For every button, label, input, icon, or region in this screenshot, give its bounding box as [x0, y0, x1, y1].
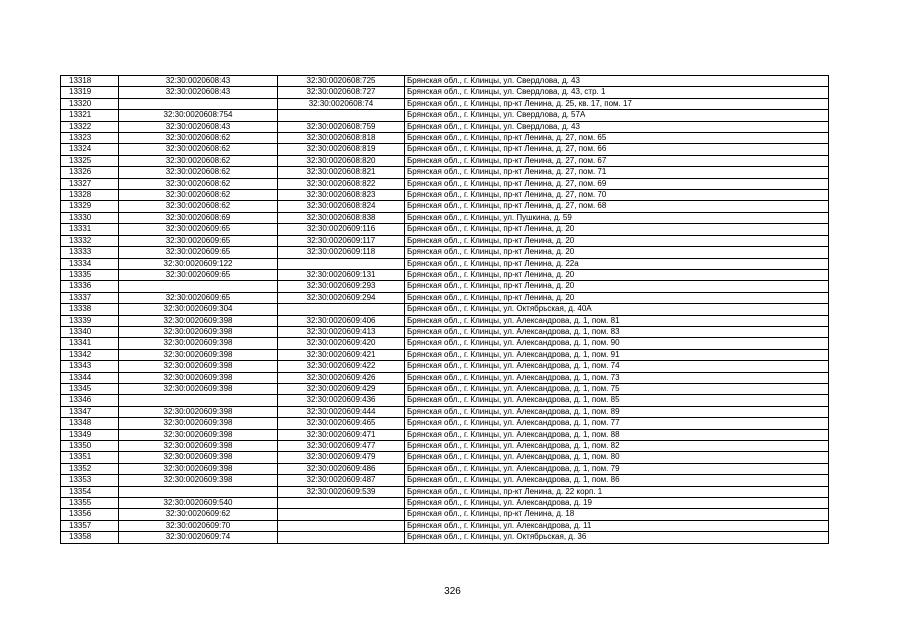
parcel-cadastral-cell: 32:30:0020608:62 [119, 167, 278, 178]
parcel-cadastral-cell: 32:30:0020609:398 [119, 475, 278, 486]
row-number-cell: 13349 [61, 429, 119, 440]
address-cell: Брянская обл., г. Клинцы, ул. Александрова, д. 19 [405, 498, 829, 509]
address-cell: Брянская обл., г. Клинцы, ул. Александрова, д. 1, пом. 81 [405, 315, 829, 326]
parcel-cadastral-cell: 32:30:0020609:398 [119, 429, 278, 440]
table-row [61, 429, 829, 440]
address-cell: Брянская обл., г. Клинцы, ул. Александрова, д. 11 [405, 520, 829, 531]
address-cell: Брянская обл., г. Клинцы, ул. Александрова, д. 1, пом. 74 [405, 361, 829, 372]
address-cell: Брянская обл., г. Клинцы, пр-кт Ленина, д. 20 [405, 269, 829, 280]
address-cell: Брянская обл., г. Клинцы, пр-кт Ленина, д. 22а [405, 258, 829, 269]
address-cell: Брянская обл., г. Клинцы, ул. Александрова, д. 1, пом. 86 [405, 475, 829, 486]
object-cadastral-cell: 32:30:0020608:74 [278, 98, 405, 109]
registry-table-body [61, 76, 829, 544]
parcel-cadastral-cell: 32:30:0020609:65 [119, 235, 278, 246]
row-number-cell: 13352 [61, 463, 119, 474]
row-number-cell: 13325 [61, 155, 119, 166]
parcel-cadastral-cell: 32:30:0020608:62 [119, 133, 278, 144]
table-row [61, 178, 829, 189]
address-cell: Брянская обл., г. Клинцы, ул. Александрова, д. 1, пом. 80 [405, 452, 829, 463]
table-row [61, 349, 829, 360]
object-cadastral-cell: 32:30:0020609:421 [278, 349, 405, 360]
parcel-cadastral-cell: 32:30:0020609:398 [119, 315, 278, 326]
address-cell: Брянская обл., г. Клинцы, ул. Александрова, д. 1, пом. 77 [405, 418, 829, 429]
object-cadastral-cell: 32:30:0020609:444 [278, 406, 405, 417]
row-number-cell: 13318 [61, 76, 119, 87]
row-number-cell: 13339 [61, 315, 119, 326]
object-cadastral-cell: 32:30:0020608:819 [278, 144, 405, 155]
address-cell: Брянская обл., г. Клинцы, ул. Александрова, д. 1, пом. 73 [405, 372, 829, 383]
row-number-cell: 13356 [61, 509, 119, 520]
row-number-cell: 13338 [61, 304, 119, 315]
parcel-cadastral-cell: 32:30:0020609:398 [119, 463, 278, 474]
table-row [61, 281, 829, 292]
object-cadastral-cell: 32:30:0020609:420 [278, 338, 405, 349]
object-cadastral-cell: 32:30:0020608:838 [278, 212, 405, 223]
parcel-cadastral-cell: 32:30:0020609:398 [119, 452, 278, 463]
object-cadastral-cell: 32:30:0020609:487 [278, 475, 405, 486]
row-number-cell: 13337 [61, 292, 119, 303]
row-number-cell: 13336 [61, 281, 119, 292]
table-row [61, 520, 829, 531]
object-cadastral-cell: 32:30:0020609:539 [278, 486, 405, 497]
address-cell: Брянская обл., г. Клинцы, ул. Александрова, д. 1, пом. 85 [405, 395, 829, 406]
row-number-cell: 13354 [61, 486, 119, 497]
object-cadastral-cell: 32:30:0020609:293 [278, 281, 405, 292]
table-row [61, 498, 829, 509]
table-row [61, 98, 829, 109]
table-row [61, 304, 829, 315]
table-row [61, 383, 829, 394]
address-cell: Брянская обл., г. Клинцы, пр-кт Ленина, д. 27, пом. 66 [405, 144, 829, 155]
parcel-cadastral-cell: 32:30:0020609:398 [119, 372, 278, 383]
parcel-cadastral-cell: 32:30:0020608:62 [119, 144, 278, 155]
row-number-cell: 13329 [61, 201, 119, 212]
parcel-cadastral-cell: 32:30:0020609:398 [119, 361, 278, 372]
address-cell: Брянская обл., г. Клинцы, ул. Октябрьская, д. 36 [405, 532, 829, 543]
address-cell: Брянская обл., г. Клинцы, ул. Пушкина, д. 59 [405, 212, 829, 223]
table-row [61, 315, 829, 326]
address-cell: Брянская обл., г. Клинцы, ул. Александрова, д. 1, пом. 82 [405, 441, 829, 452]
parcel-cadastral-cell: 32:30:0020608:62 [119, 190, 278, 201]
table-row [61, 395, 829, 406]
address-cell: Брянская обл., г. Клинцы, пр-кт Ленина, д. 22 корп. 1 [405, 486, 829, 497]
table-row [61, 110, 829, 121]
parcel-cadastral-cell: 32:30:0020609:398 [119, 406, 278, 417]
parcel-cadastral-cell: 32:30:0020609:65 [119, 224, 278, 235]
table-row [61, 475, 829, 486]
address-cell: Брянская обл., г. Клинцы, пр-кт Ленина, д. 25, кв. 17, пом. 17 [405, 98, 829, 109]
address-cell: Брянская обл., г. Клинцы, ул. Александрова, д. 1, пом. 75 [405, 383, 829, 394]
parcel-cadastral-cell: 32:30:0020609:398 [119, 349, 278, 360]
row-number-cell: 13351 [61, 452, 119, 463]
object-cadastral-cell: 32:30:0020609:436 [278, 395, 405, 406]
row-number-cell: 13324 [61, 144, 119, 155]
parcel-cadastral-cell: 32:30:0020608:62 [119, 155, 278, 166]
row-number-cell: 13333 [61, 247, 119, 258]
parcel-cadastral-cell: 32:30:0020608:62 [119, 201, 278, 212]
object-cadastral-cell: 32:30:0020609:471 [278, 429, 405, 440]
address-cell: Брянская обл., г. Клинцы, пр-кт Ленина, д. 20 [405, 292, 829, 303]
table-row [61, 121, 829, 132]
object-cadastral-cell: 32:30:0020609:413 [278, 326, 405, 337]
row-number-cell: 13345 [61, 383, 119, 394]
parcel-cadastral-cell: 32:30:0020608:43 [119, 87, 278, 98]
parcel-cadastral-cell: 32:30:0020608:43 [119, 121, 278, 132]
row-number-cell: 13342 [61, 349, 119, 360]
address-cell: Брянская обл., г. Клинцы, пр-кт Ленина, д. 20 [405, 235, 829, 246]
table-row [61, 133, 829, 144]
address-cell: Брянская обл., г. Клинцы, ул. Свердлова, д. 43, стр. 1 [405, 87, 829, 98]
object-cadastral-cell: 32:30:0020609:477 [278, 441, 405, 452]
parcel-cadastral-cell: 32:30:0020609:398 [119, 418, 278, 429]
table-row [61, 235, 829, 246]
object-cadastral-cell: 32:30:0020608:818 [278, 133, 405, 144]
object-cadastral-cell [278, 509, 405, 520]
parcel-cadastral-cell: 32:30:0020609:65 [119, 269, 278, 280]
object-cadastral-cell: 32:30:0020609:131 [278, 269, 405, 280]
parcel-cadastral-cell: 32:30:0020609:398 [119, 326, 278, 337]
object-cadastral-cell [278, 498, 405, 509]
table-row [61, 76, 829, 87]
parcel-cadastral-cell: 32:30:0020609:65 [119, 247, 278, 258]
row-number-cell: 13343 [61, 361, 119, 372]
address-cell: Брянская обл., г. Клинцы, ул. Александрова, д. 1, пом. 83 [405, 326, 829, 337]
table-row [61, 212, 829, 223]
object-cadastral-cell: 32:30:0020608:727 [278, 87, 405, 98]
object-cadastral-cell: 32:30:0020609:118 [278, 247, 405, 258]
table-row [61, 441, 829, 452]
row-number-cell: 13347 [61, 406, 119, 417]
object-cadastral-cell: 32:30:0020609:422 [278, 361, 405, 372]
object-cadastral-cell: 32:30:0020609:117 [278, 235, 405, 246]
row-number-cell: 13346 [61, 395, 119, 406]
row-number-cell: 13334 [61, 258, 119, 269]
parcel-cadastral-cell: 32:30:0020609:398 [119, 338, 278, 349]
row-number-cell: 13328 [61, 190, 119, 201]
table-row [61, 247, 829, 258]
row-number-cell: 13321 [61, 110, 119, 121]
object-cadastral-cell: 32:30:0020609:406 [278, 315, 405, 326]
parcel-cadastral-cell: 32:30:0020609:398 [119, 383, 278, 394]
parcel-cadastral-cell: 32:30:0020609:65 [119, 292, 278, 303]
address-cell: Брянская обл., г. Клинцы, ул. Свердлова, д. 43 [405, 121, 829, 132]
object-cadastral-cell: 32:30:0020608:820 [278, 155, 405, 166]
row-number-cell: 13341 [61, 338, 119, 349]
address-cell: Брянская обл., г. Клинцы, пр-кт Ленина, д. 18 [405, 509, 829, 520]
object-cadastral-cell [278, 532, 405, 543]
object-cadastral-cell: 32:30:0020608:725 [278, 76, 405, 87]
object-cadastral-cell [278, 304, 405, 315]
address-cell: Брянская обл., г. Клинцы, ул. Октябрьская, д. 40А [405, 304, 829, 315]
object-cadastral-cell: 32:30:0020609:429 [278, 383, 405, 394]
address-cell: Брянская обл., г. Клинцы, ул. Александрова, д. 1, пом. 90 [405, 338, 829, 349]
address-cell: Брянская обл., г. Клинцы, пр-кт Ленина, д. 27, пом. 71 [405, 167, 829, 178]
row-number-cell: 13344 [61, 372, 119, 383]
address-cell: Брянская обл., г. Клинцы, пр-кт Ленина, д. 27, пом. 65 [405, 133, 829, 144]
row-number-cell: 13331 [61, 224, 119, 235]
row-number-cell: 13348 [61, 418, 119, 429]
parcel-cadastral-cell [119, 395, 278, 406]
address-cell: Брянская обл., г. Клинцы, ул. Александрова, д. 1, пом. 88 [405, 429, 829, 440]
object-cadastral-cell: 32:30:0020609:116 [278, 224, 405, 235]
table-row [61, 87, 829, 98]
address-cell: Брянская обл., г. Клинцы, пр-кт Ленина, д. 27, пом. 68 [405, 201, 829, 212]
address-cell: Брянская обл., г. Клинцы, пр-кт Ленина, д. 27, пом. 70 [405, 190, 829, 201]
address-cell: Брянская обл., г. Клинцы, пр-кт Ленина, д. 20 [405, 281, 829, 292]
address-cell: Брянская обл., г. Клинцы, ул. Александрова, д. 1, пом. 91 [405, 349, 829, 360]
row-number-cell: 13332 [61, 235, 119, 246]
parcel-cadastral-cell: 32:30:0020609:122 [119, 258, 278, 269]
table-row [61, 486, 829, 497]
parcel-cadastral-cell: 32:30:0020609:70 [119, 520, 278, 531]
table-row [61, 326, 829, 337]
table-row [61, 224, 829, 235]
table-row [61, 406, 829, 417]
table-row [61, 372, 829, 383]
row-number-cell: 13327 [61, 178, 119, 189]
row-number-cell: 13350 [61, 441, 119, 452]
parcel-cadastral-cell [119, 98, 278, 109]
table-row [61, 338, 829, 349]
object-cadastral-cell [278, 258, 405, 269]
object-cadastral-cell: 32:30:0020608:823 [278, 190, 405, 201]
address-cell: Брянская обл., г. Клинцы, ул. Свердлова, д. 43 [405, 76, 829, 87]
object-cadastral-cell: 32:30:0020608:824 [278, 201, 405, 212]
object-cadastral-cell: 32:30:0020608:759 [278, 121, 405, 132]
row-number-cell: 13319 [61, 87, 119, 98]
object-cadastral-cell [278, 520, 405, 531]
object-cadastral-cell: 32:30:0020608:822 [278, 178, 405, 189]
parcel-cadastral-cell: 32:30:0020609:74 [119, 532, 278, 543]
parcel-cadastral-cell: 32:30:0020608:62 [119, 178, 278, 189]
row-number-cell: 13322 [61, 121, 119, 132]
table-row [61, 509, 829, 520]
object-cadastral-cell: 32:30:0020608:821 [278, 167, 405, 178]
table-row [61, 258, 829, 269]
address-cell: Брянская обл., г. Клинцы, пр-кт Ленина, д. 20 [405, 247, 829, 258]
table-row [61, 292, 829, 303]
parcel-cadastral-cell: 32:30:0020609:304 [119, 304, 278, 315]
row-number-cell: 13357 [61, 520, 119, 531]
parcel-cadastral-cell: 32:30:0020608:69 [119, 212, 278, 223]
parcel-cadastral-cell [119, 281, 278, 292]
row-number-cell: 13335 [61, 269, 119, 280]
object-cadastral-cell: 32:30:0020609:294 [278, 292, 405, 303]
page-number: 326 [444, 586, 461, 597]
table-row [61, 155, 829, 166]
row-number-cell: 13320 [61, 98, 119, 109]
table-row [61, 144, 829, 155]
table-row [61, 463, 829, 474]
row-number-cell: 13323 [61, 133, 119, 144]
row-number-cell: 13326 [61, 167, 119, 178]
address-cell: Брянская обл., г. Клинцы, ул. Александрова, д. 1, пом. 89 [405, 406, 829, 417]
address-cell: Брянская обл., г. Клинцы, пр-кт Ленина, д. 20 [405, 224, 829, 235]
table-row [61, 269, 829, 280]
parcel-cadastral-cell: 32:30:0020608:43 [119, 76, 278, 87]
object-cadastral-cell: 32:30:0020609:486 [278, 463, 405, 474]
object-cadastral-cell: 32:30:0020609:479 [278, 452, 405, 463]
object-cadastral-cell [278, 110, 405, 121]
table-row [61, 190, 829, 201]
address-cell: Брянская обл., г. Клинцы, ул. Свердлова, д. 57А [405, 110, 829, 121]
row-number-cell: 13358 [61, 532, 119, 543]
parcel-cadastral-cell: 32:30:0020609:540 [119, 498, 278, 509]
address-cell: Брянская обл., г. Клинцы, ул. Александрова, д. 1, пом. 79 [405, 463, 829, 474]
table-row [61, 201, 829, 212]
row-number-cell: 13340 [61, 326, 119, 337]
registry-table [60, 75, 829, 544]
table-row [61, 418, 829, 429]
address-cell: Брянская обл., г. Клинцы, пр-кт Ленина, д. 27, пом. 67 [405, 155, 829, 166]
address-cell: Брянская обл., г. Клинцы, пр-кт Ленина, д. 27, пом. 69 [405, 178, 829, 189]
object-cadastral-cell: 32:30:0020609:465 [278, 418, 405, 429]
parcel-cadastral-cell: 32:30:0020609:398 [119, 441, 278, 452]
row-number-cell: 13355 [61, 498, 119, 509]
row-number-cell: 13330 [61, 212, 119, 223]
table-row [61, 452, 829, 463]
table-row [61, 361, 829, 372]
table-row [61, 167, 829, 178]
parcel-cadastral-cell: 32:30:0020609:62 [119, 509, 278, 520]
parcel-cadastral-cell [119, 486, 278, 497]
row-number-cell: 13353 [61, 475, 119, 486]
table-row [61, 532, 829, 543]
object-cadastral-cell: 32:30:0020609:426 [278, 372, 405, 383]
parcel-cadastral-cell: 32:30:0020608:754 [119, 110, 278, 121]
